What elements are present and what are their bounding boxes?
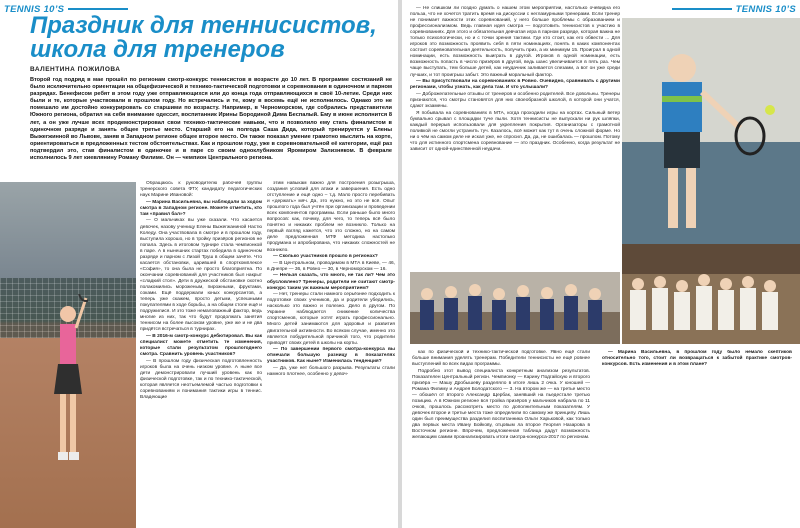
left-page	[0, 0, 398, 528]
article-author: ВАЛЕНТИНА ПОЖИЛОВА	[30, 66, 121, 73]
article-lead: Второй год подряд в мае прошёл по регионам смотр-конкурс теннисистов в возрасте до 10 лет. В программе состязаний не было исключительно ориентации на общефизической и технико-тактической подготовки и соревнования в одиночном и парном разрядах. Бенефисом ребят в этом году уже отправляющихся или до конца года отправляющихся в своё 10-летие. Среди них были и те, которые участвовали в прошлом году. Но встречались и те, кому в восемь ещё не исполнилось. Однако это не помешало им достойно конкурировать со старшими по возрасту. Например, в Черноморском, где собрались представители Южного региона, обратил на себя внимание одессит, воспитанник Ирины Бородиной Дима Беспалый. Ему в июне исполнится 8 лет, а он уже лучше всех продемонстрировал свои технико-тактические навыки, что и позволило ему стать финалистом в одиночном разряде и занять общее третье место. Старший его на полгода Саша Дида, который тренируется у Елены Выжегжинной во Львове, заняв в Западном регионе общее второе место. Он также показал умение грамотно мыслить на корте, ориентироваться в предложенных тестом обстоятельствах. Как и прошлом году, уже в соревновательной её категории, ещё раз подтвердил это, став финалистом в одиночке и в паре со своим одноклубником Яромиром Зализняком. В феврале исполнилось 9 лет киевлянину Роману Филиме. Он — чемпион Центрального региона.	[30, 77, 392, 162]
col2-paragraph: этим навыкам важно для построения розыгрыша, создания условий для атаки и завершения. Есть одно отступление и ещё одно – т.д. Мало просто перебивать и «держать» мяч. Да, это нужно, но это не всё. Опыт прошлого года был учтён при организации и проведении всех компонентов программы. Если раньше было много вопросов: как, почему, для чего, то теперь всё было понятно и никаких проблем не возникло. Только на первый взгляд кажется, что это сложно, но на самом деле предложенная МТФ методика настолько продумана и апробирована, что никаких сложностей не возникло.	[267, 181, 395, 253]
col4-paragraph: ках по физической и технико-тактической подготовке. Явно ещё стали больше внимания уделять тренерам. Победители теннисисты не ещё ровнее выступлений во всех видах программы.	[412, 350, 590, 368]
col2-paragraph: — В Центральном, проводимом в МТА в Киеве, — 46, в Днепре — 36, в Ровно — 30, в Черноморском — 16.	[267, 260, 395, 272]
title-line-1: Праздник для теннисистов,	[30, 12, 377, 39]
col3-paragraph: — Не слишком ли поздно думать о нашем этом мероприятии, настолько очевидна его польза, что не хочется тратить время на дискуссии с негламурными тренерами. Если тренер не понимает важности этих соревнований, у него больше проблемы с образованием и профессионализмом. Ведь главная идея смотра — подготовить теннисистов к участию в соревнованиях. Для этого и обязательная девчатая игра в парном разряде, которая важна не только психологически, но и с точки зрения тактики. Где кто стоит, как его обвести ... Для игроков это возможность проявить себя в пяти номинациях, понять в каких компонентах состоит соревновательная деятельность, получить приз, а их минимум 15. Проиграл в одной номинации, есть возможность выиграть в другой. Игроков в одной номинации, есть возможность попасть в число призёров в другой, ведь шанс увеличивается в пять раз. Чем чаще выступать, тем больше детей, как неудачник заливается слезами, а вот он уже среди лучших, и тот проигрыш забыт. Это важный моральный фактор.	[410, 6, 620, 78]
players-group-photo	[410, 272, 620, 344]
col3-paragraph: — Доброжелательные отзывы от тренеров и особенно родителей. Все довольны. Тренеры признаются, что смотры становятся для них своеобразной школой, в которой они учатся, сдают экзамены.	[410, 91, 620, 109]
col1-paragraph: — В прошлом году физическая подготовленность игроков была на очень низком уровне. А ныне все дети демонстрировали лучший уровень как по физической подготовке, так и по технико-тактической, которая является неотъемлемой частью подготовки к соревнованиям и понимания тактики игры в теннис. Владеющие	[140, 358, 262, 401]
col2-question: — Нельзя сказать, что много, не так ли? Чем это обусловлено? Тренеры, родители не считают смотр-конкурс таким уж важным мероприятием?	[267, 273, 395, 291]
children-group-image	[410, 272, 620, 344]
column-1	[140, 181, 262, 526]
ceremony-group-image	[622, 244, 800, 344]
boy-tennis-photo	[622, 18, 800, 244]
column-2	[267, 181, 395, 526]
girl-tennis-photo	[0, 182, 136, 528]
column-5	[602, 350, 792, 526]
column-4	[412, 350, 590, 526]
col1-question: — Марина Васильевна, вы наблюдали за ходом смотра в Западном регионе. Можете отметить, кто там «правил бал»?	[140, 199, 262, 217]
boy-player-figure	[622, 18, 800, 244]
col3-paragraph: Я побывала на соревнованиях в МТА, когда проходили игры на кортах. Сильный ветер буквально срывал с площадки туче пыли. Хотя теннисисты не выпускали ни рук шляпки, каждый перерыв использовали для укрепления покрытия. Организаторы с грамотной поливкой не смогли устранить туч. Казалось, всё может как тут в очень сложной форме. Но ни о чём на самом деле не искал уже, не спросил. Да, да, не ошибалась — прошлом. Потому что для истинного спортсмена соревнование — это праздник. Особенно, когда результат не зависит от одной-единственной неудачи.	[410, 110, 620, 152]
article-title	[30, 14, 390, 62]
col1-paragraph: — О мальчиках вы уже сказали. Что касается девочек, назову ученицу Елены Выжегжаниной Настю Коледу. Она участвовала в смотре и в прошлом году, выступила хорошо, но в тройку призёров регионов не попала. Здесь в итоговом турнире стала чемпионкой в паре. А в нынешних стартах победила в одиночном разряде и парном с Лизой Труш в общем зачёте. Что касается обстановки, царившей в спорткомплексе «София», то она была не просто благоприятна. По окончании соревнований для участников был накрыт «сладкий стол». Дети в дружеской обстановке охотно полакомились мороженым, пирожными, фруктами, соками. Ещё поддержали юных конкурсантов, а теперь уже скажем, просто детьми, успешными покупателями в ходе борьбы, а на общем столе ещё и подружилися. И это тоже немаловажный фактор, ведь многие из них, так что будут продолжать занятия теннисом на более высоком уровне, уже же и не два придётся встречаться в турнирах.	[140, 218, 262, 333]
col3-question: — Вы присутствовали на соревнованиях в Ровно. Очевидно, сравнивать с другими регионами, чтобы узнать, как дела там. И что услышали?	[410, 79, 620, 91]
right-page	[402, 0, 800, 528]
girl-player-figure	[48, 294, 88, 474]
col2-paragraph: — Нет, тренеры стали намного серьёзнее подходить к подготовке своих учеников, да и родители убедились, насколько это важно и полезно. Дело в другом. По Украине наблюдается снижение количества спортсменов, которые хотят играть профессионально. Много детей занимаются для здоровья и развития двигательной активности. Во всяком случае, именно это является побудительной причиной того, что родители приводят своих детей в школы на корты.	[267, 292, 395, 346]
column-3	[410, 6, 620, 271]
col4-paragraph: Подробно этот вывод специалиста конкретным анализом результатов. Показателен Центральный регион. Чемпионку — Карину Подгайскую и второго призёра — Машу Дробышеву разделяло в итоге лишь 2 очка. У юношей — Романа Филиму и Андрея Болодатского — 3. На втором же — на третье место — обошёл от второго Александр Щербак, занявший на пьедестале третью позицию. А в Южном регионе вся тройка призёров у мальчиков набрала по 11 очков, прошлось рассмотреть место по дополнительным показателям. У девочек второе и третье места тоже определили по самому же принципу. Лишь один был преимущества разделил воспитанника Ольги Харьковой, как только два первых места Ивану Бойкову, отцовым ла второе Георгия Назарова в Восточном регионе. Впрочем, предложенная таблица дадут возможность желающим самим проанализировать итоги смотра-конкурса-2017 по регионам.	[412, 368, 590, 441]
title-line-2: школа для тренеров	[30, 36, 285, 63]
col2-question: — Сколько участников прошло в регионах?	[273, 254, 378, 260]
col1-paragraph: Обращаюсь к руководителю рабочей группы тренерского совета ФТУ, кандидату педагогических наук Марине Ивановой:	[140, 181, 262, 199]
col2-question: — По завершении первого смотра-конкурса вы отмечали большую разницу в показателях участников. Как ныне? Изменилась тенденция?	[267, 347, 395, 365]
col1-question: — В 2016-м смотр-конкурс дебютировал. Вы как специалист можете отметить те изменения, которые стали результатом прошлогоднего смотра. Сравнить уровень участников?	[140, 333, 262, 358]
col5-question: — Марина Васильевна, в прошлом году было немало скептиков относительно того, стоит ли возвращаться к забытой практике смотров-конкурсов. Есть изменения и в этом плане?	[602, 350, 792, 368]
header-tag-right: TENNIS 10’S	[668, 4, 796, 15]
award-ceremony-photo	[622, 244, 800, 344]
header-tag-left: TENNIS 10’S	[4, 4, 132, 15]
col2-paragraph: — Да, уже нет большого разрыва. Результаты стали намного плотнее, особенно у девоч-	[267, 365, 395, 378]
